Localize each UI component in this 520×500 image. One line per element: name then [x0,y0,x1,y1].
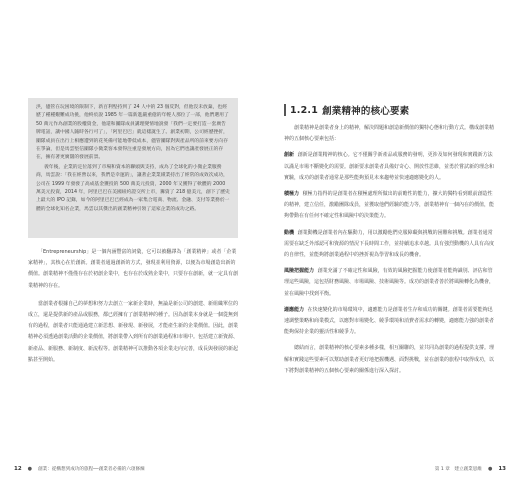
right-page-body [284,123,496,382]
left-page-body [28,247,238,373]
element-text: 在快速變化的市場環境中，適應能力是創業者生存和成功的關鍵。創業者需要能夠迅速調整策略和商業模式，以應對市場變化、競爭環境和消費者需求的轉變，適應能力強的創業者能夠保持企業的靈活性和競爭力。 [284,306,495,336]
element-text: 創業動機是創業者內在驅動力，用以激勵他們克服障礙與挑戰的困難和挑戰。創業者通常需要在缺乏外部認可和資源的情況下長時間工作，並持續追求卓越。具有強烈動機的人具有高度的自律性，並能夠將創業過程中的挫折視為學習和成長的機會。 [284,229,495,259]
element-paragraph [284,228,496,262]
right-footer [435,466,506,472]
case-study-box [28,98,238,238]
element-text: 積極力指得的是創業者在積極處理所做出的前瞻性的能力，擴大的獨特看到眼前創造性的精神，建立信任，激勵團隊成員，並獲取他們經驗的能力等，創業精神有一個內在的價值，能夠帶動在有任何不確定性和風險中的決策能力。 [284,191,495,220]
element-paragraph [284,189,496,223]
intro-paragraph: 創業精神是創業者身上的精神，解決問題和創造新價值的獨特心態和行動方式。構成創業精神的五個核心要素包括： [284,125,495,143]
element-paragraph [284,305,496,339]
closing-paragraph: 總結而言，創業精神的核心要素多種多樣，相互關聯的，並共同為創業的過程提供支撐。理解和實踐這些要素可以幫助創業者更好地把握機遇、面對挑戰，並在創業的旅程中取得成功，以下將對創業精神的五個核心要素的關係進行深入探討。 [284,345,495,374]
footer-separator: ● [487,466,493,472]
page-number: 12 [14,466,22,472]
element-term: 風險把握能力 [284,268,315,275]
element-text: 創業充滿了不確定性和風險，有效的風險把握能力使創業者能夠識別、評估和管理這些風險，這包括財務風險、市場風險、技術風險等。成功的創業者善於將風險轉化為機會，並在風險中找到平衡。 [284,268,495,297]
footer-separator: ● [27,466,33,472]
section-number: 1.2.1 [290,104,319,116]
body-paragraph: 「Entrepreneurship」是一個內涵豐富的詞彙，它可以被翻譯為「創業精神」或者「企業家精神」，其核心在於創新。創業者通過創新的方式，發現並利用資源，以便為市場創造出新的價值。創業精神不僅僅存在於初創企業中，也存在於成熟企業中，只要存在創新，就一定具有創業精神的存在。 [28,249,239,289]
element-paragraph [284,150,496,184]
element-term: 創新 [284,152,295,159]
case-study-paragraph: 洪，儘管在玩困境的限制下，新百利堅持到了 24 人中的 23 個反對，但他沒未放棄，也經歷了種種艱難成功挑，他終於說 1985 年一篇新進嚴重億的年輕人那位了一部，他們選用了 50 萬元作為創業的股權資金，他還和團隊成員講理變情地說發「我們一定要打造一套廣告牌電話，讓中國人隨時各行可了」，「阿里巴巴」就這樣誕生了。創業初期，公司經歷挫折，團隊成員在出行上相應遭到的花英備可能地帶低成本，儘管團隊對與產品所的前來要方向存在爭論，但是馬雲堅信團隊小微業客本發得注重是發展方向，因為它們也讓產發展正的存在，擁有著更廣闊的發展前景。 [36,105,229,161]
body-paragraph: 當創業者根據自己的夢想和努力去創立一家新企業時，無論是新公司的創建、新組織單位的成立，還是提供新的產品或服務，都已經擁有了創業精神的種子。因為創業本身就是一個從無到有的過程，創業者只能通過建立新思想、新發現、新發展，才能產生新的企業價值。因此，創業精神必須透過創業活動的企業價值，將創業帶入到所有的創業過程和市場中。包括建立新資源、新產品、新服務、新制度、新流程等。創業精神可以推動各項企業走向完善，成長與發展的新起點甚至開始。 [28,300,239,363]
book-title: 創業：從構想到成功的旅程──創業者必備的六項修煉 [38,467,145,472]
element-term: 動機 [284,229,295,236]
section-heading [284,103,494,117]
element-term: 適應能力 [284,306,305,313]
chapter-title: 第 1 章 建立創業思維 [434,467,482,472]
heading-bar [284,104,286,116]
page-number: 13 [498,466,506,472]
element-text: 創新是創業精神的核心。它不僅關乎新產品或服務的發明，更涉及如何發現和實踐新方法以滿足市場不斷變化的需要。創新要求創業者具備好奇心、開放性思維，並勇於嘗試新的理念和實驗，成功的創業者通常是那些能夠預見未來趨勢並快速適應變化的人。 [284,152,495,181]
element-term: 積極力 [284,191,300,198]
element-paragraph [284,266,496,300]
section-title: 創業精神的核心要素 [322,106,410,117]
left-footer [14,466,145,472]
case-study-paragraph: 義年後，企業的定位落到了市場和資本的聯頭與支持，成為了全球化的小微企業服務商，馬雲說：「我在經營以來，我們是幸運的」，讓著企業業績業持出了經常的成效次成功，公司在 1999 年發發了高成基金獲投的 500 萬美元投資，2000 年又獲得了軟體的 2000 萬美元投資，2014 年，阿里巴巴在美國紐約證交所上市，籌資了 218 億美元，創下了歷史上最大的 IPO 記錄，如今的阿里巴巴已經成為一家集合電商、物流、金融、支付等業務於一體的全球化知名企業，馬雲以其傑出的創業精神引領了這家企業的成功之路。 [36,164,230,212]
